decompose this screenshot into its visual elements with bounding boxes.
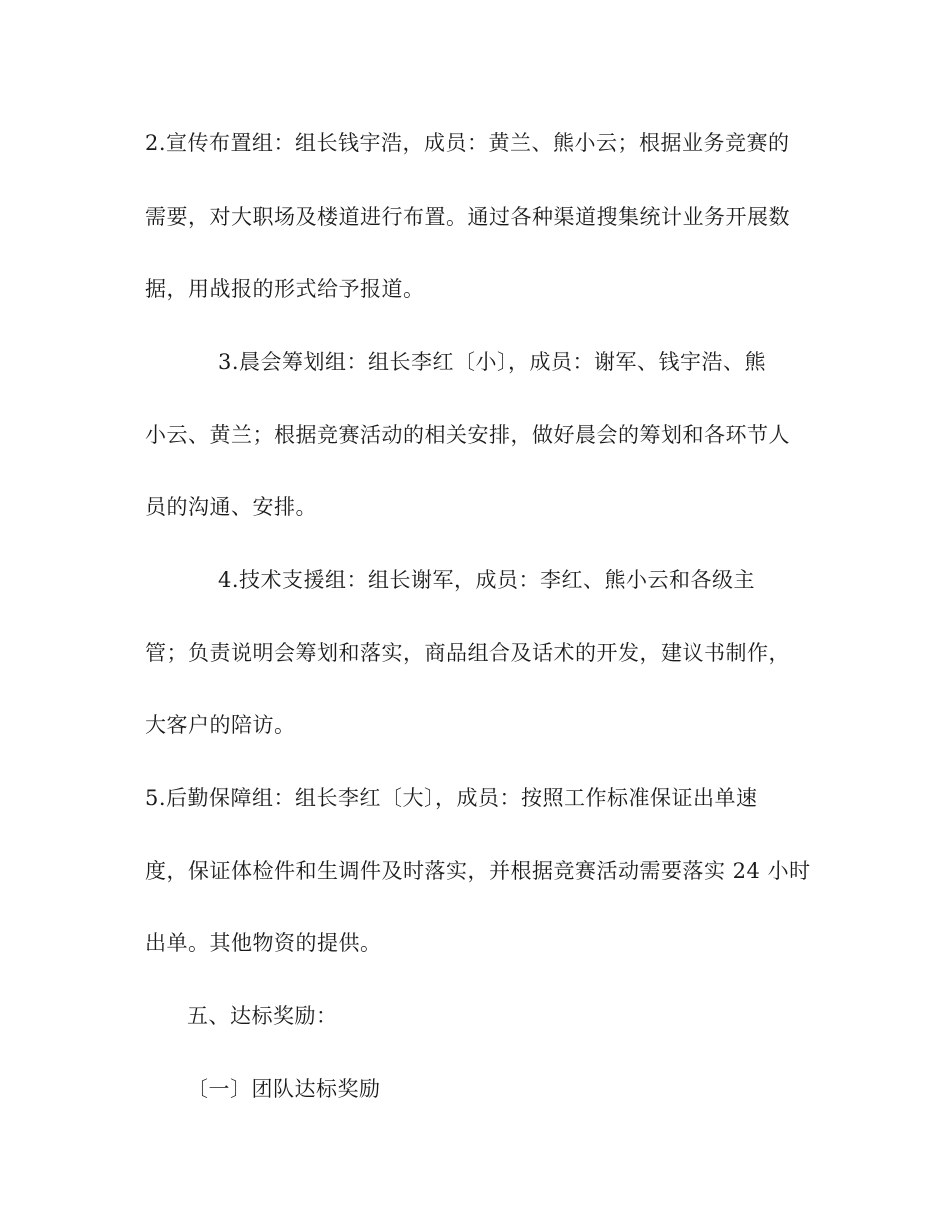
- text-line-3: 据，用战报的形式给予报道。: [145, 277, 425, 301]
- text-line-4: 3.晨会筹划组：组长李红〔小〕，成员：谢军、钱宇浩、熊: [218, 350, 767, 374]
- text-line-7: 4.技术支援组：组长谢军，成员：李红、熊小云和各级主: [218, 568, 756, 592]
- text-line-9: 大客户的陪访。: [145, 713, 296, 737]
- text-line-10: 5.后勤保障组：组长李红〔大〕，成员：按照工作标准保证出单速: [145, 786, 758, 810]
- text-line-8: 管；负责说明会筹划和落实，商品组合及话术的开发，建议书制作，: [145, 641, 790, 665]
- text-line-11: 度，保证体检件和生调件及时落实，并根据竞赛活动需要落实 24 小时: [145, 859, 811, 883]
- text-line-5: 小云、黄兰；根据竞赛活动的相关安排，做好晨会的筹划和各环节人: [145, 423, 790, 447]
- section-heading: 五、达标奖励：: [187, 1004, 338, 1028]
- subsection-heading: 〔一〕团队达标奖励: [187, 1077, 381, 1101]
- text-line-1: 2.宣传布置组：组长钱宇浩，成员：黄兰、熊小云；根据业务竞赛的: [145, 131, 790, 155]
- text-line-12: 出单。其他物资的提供。: [145, 931, 382, 955]
- text-line-6: 员的沟通、安排。: [145, 495, 317, 519]
- text-line-2: 需要，对大职场及楼道进行布置。通过各种渠道搜集统计业务开展数: [145, 205, 790, 229]
